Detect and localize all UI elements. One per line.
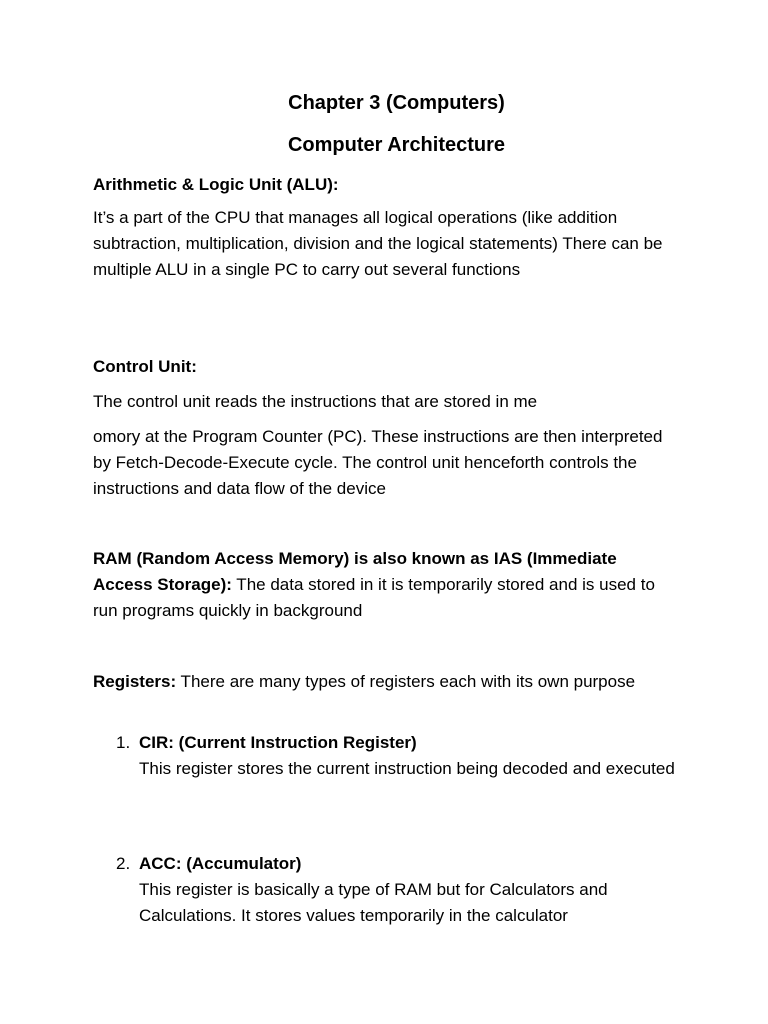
- registers-heading: Registers:: [93, 672, 177, 691]
- alu-paragraph: It’s a part of the CPU that manages all logical operations (like addition subtraction, multiplication, division and the logical statements) There can be multiple ALU in a single PC to carry out several functions: [93, 208, 663, 279]
- list-item-title: CIR: (Current Instruction Register): [139, 733, 417, 752]
- control-unit-heading: Control Unit:: [93, 357, 197, 376]
- list-number: 2.: [116, 854, 131, 873]
- control-unit-paragraph-2: omory at the Program Counter (PC). These instructions are then interpreted by Fetch-Decode-Execute cycle. The control unit henceforth controls the instructions and data flow of the device: [93, 427, 663, 498]
- ram-paragraph: [93, 546, 673, 624]
- section-title: Computer Architecture: [287, 134, 506, 156]
- control-unit-paragraph-1: The control unit reads the instructions that are stored in me: [93, 392, 538, 411]
- ram-body: The data stored in it is temporarily stored and is used to run programs quickly in background: [93, 575, 655, 620]
- chapter-title: Chapter 3 (Computers): [288, 92, 505, 114]
- alu-heading: Arithmetic & Logic Unit (ALU):: [93, 175, 339, 194]
- list-number: 1.: [116, 733, 131, 752]
- list-item-body: This register stores the current instruction being decoded and executed: [139, 759, 675, 778]
- ram-heading: RAM (Random Access Memory) is also known as IAS (Immediate Access Storage):: [93, 549, 617, 594]
- registers-body: There are many types of registers each with its own purpose: [176, 672, 636, 691]
- list-item-title: ACC: (Accumulator): [139, 854, 302, 873]
- list-item-body: This register is basically a type of RAM but for Calculators and Calculations. It stores values temporarily in the calculator: [139, 880, 608, 925]
- registers-paragraph: [93, 669, 673, 695]
